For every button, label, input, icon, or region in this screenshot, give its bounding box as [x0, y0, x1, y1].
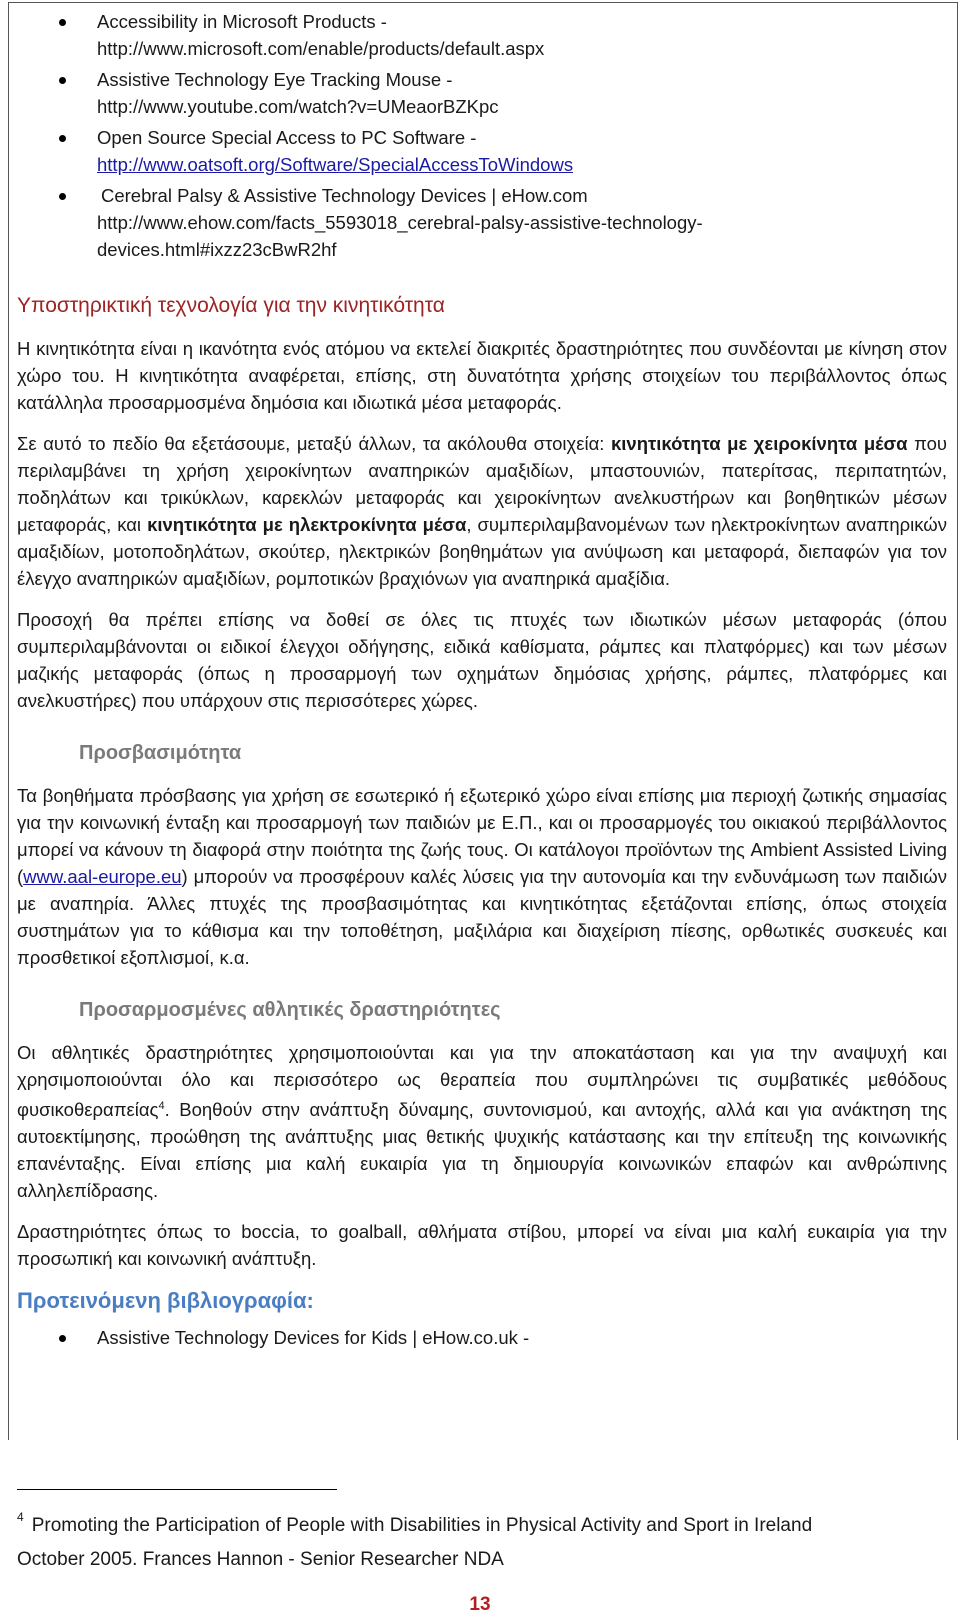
resource-link-list	[17, 8, 947, 263]
list-item: Accessibility in Microsoft Products - http://www.microsoft.com/enable/products/default.aspx	[17, 8, 947, 62]
list-item: Assistive Technology Devices for Kids | eHow.co.uk -	[17, 1324, 947, 1351]
bullet-icon	[59, 135, 66, 142]
document-body	[17, 8, 947, 1355]
bullet-icon	[59, 77, 66, 84]
bibliography-heading: Προτεινόμενη βιβλιογραφία:	[17, 1288, 314, 1314]
oatsoft-link[interactable]: http://www.oatsoft.org/Software/SpecialAccessToWindows	[97, 154, 574, 175]
footnote-ref[interactable]: 4	[158, 1100, 165, 1112]
mobility-paragraph-2: Σε αυτό το πεδίο θα εξετάσουμε, μεταξύ άλλων, τα ακόλουθα στοιχεία: κινητικότητα με χειροκίνητα μέσα που περιλαμβάνει τη χρήση χειροκίνητων αναπηρικών αμαξιδίων, μπαστουνιών, πατερίτσας, περιπατητών, ποδηλάτων και τρικύκλων, καρεκλών μεταφοράς και χειροκίνητων ανελκυστήρων και βοηθητικών μέσων μεταφοράς, και κινητικότητα με ηλεκτροκίνητα μέσα, συμπεριλαμβανομένων των ηλεκτροκίνητων αναπηρικών αμαξιδίων, μοτοποδηλάτων, σκούτερ, ηλεκτρικών βοηθημάτων για ανύψωση και μεταφορά, διεπαφών για τον έλεγχο αναπηρικών αμαξιδίων, ρομποτικών βραχιόνων για αναπηρικά αμαξίδια.	[17, 433, 947, 589]
bullet-icon	[59, 19, 66, 26]
section-heading-sports: Προσαρμοσμένες αθλητικές δραστηριότητες	[79, 999, 501, 1021]
footnote: $^4$ Promoting the Participation of People with Disabilities in Physical Activity and Sport in Ireland October 2005. Frances Hannon - Senior Researcher NDA	[17, 1510, 813, 1570]
bullet-icon	[59, 193, 66, 200]
mobility-paragraph-3: Προσοχή θα πρέπει επίσης να δοθεί σε όλες τις πτυχές των ιδιωτικών μέσων μεταφοράς (όπου συμπεριλαμβάνονται οι ειδικοί έλεγχοι οδήγησης, ειδικά καθίσματα, ράμπες και πλατφόρμες) και των μέσων μαζικής μεταφοράς (όπως η προσαρμογή των οχημάτων δημόσιας χρήσης, ράμπες, πλατφόρμες και ανελκυστήρες) που υπάρχουν στις περισσότερες χώρες.	[17, 609, 947, 711]
footnote-separator	[17, 1489, 337, 1490]
bibliography-list	[17, 1324, 947, 1351]
list-item: Open Source Special Access to PC Software - http://www.oatsoft.org/Software/SpecialAccessToWindows	[17, 124, 947, 178]
mobility-paragraph-1: Η κινητικότητα είναι η ικανότητα ενός ατόμου να εκτελεί διακριτές δραστηριότητες που συνδέονται με κίνηση στον χώρο του. Η κινητικότητα αναφέρεται, επίσης, στη δυνατότητα χρήσης στοιχείων του περιβάλλοντος όπως κατάλληλα προσαρμοσμένα δημόσια και ιδιωτικά μέσα μεταφοράς.	[17, 338, 947, 413]
sports-paragraph-1: Οι αθλητικές δραστηριότητες χρησιμοποιούνται και για την αποκατάσταση και για την αναψυχή και χρησιμοποιούνται όλο και περισσότερο ως θεραπεία που συμπληρώνει τις συμβατικές μεθόδους φυσικοθεραπείας$^4$. Βοηθούν στην ανάπτυξη δύναμης, συντονισμού, και αντοχής, αλλά και για ανάκτηση της αυτοεκτίμησης, προώθηση της ανάπτυξης μιας θετικής ψυχικής κατάστασης και την επίτευξη της κοινωνικής επανένταξης. Είναι επίσης μια καλή ευκαιρία για τη δημιουργία κοινωνικών επαφών και ανθρώπινης αλληλεπίδρασης.	[17, 1042, 947, 1202]
list-item: Assistive Technology Eye Tracking Mouse - http://www.youtube.com/watch?v=UMeaorBZKpc	[17, 66, 947, 120]
page-number: 13	[469, 1594, 491, 1615]
section-heading-mobility: Υποστηρικτική τεχνολογία για την κινητικότητα	[17, 294, 445, 317]
sports-paragraph-2: Δραστηριότητες όπως το boccia, το goalball, αθλήματα στίβου, μπορεί να είναι μια καλή ευκαιρία για την προσωπική και κοινωνική ανάπτυξη.	[17, 1221, 947, 1270]
bullet-icon	[59, 1335, 66, 1342]
aal-europe-link[interactable]: www.aal-europe.eu	[23, 866, 182, 887]
list-item: Cerebral Palsy & Assistive Technology Devices | eHow.com http://www.ehow.com/facts_5593018_cerebral-palsy-assistive-technology- devices.html#ixzz23cBwR2hf	[17, 182, 947, 263]
accessibility-paragraph: Τα βοηθήματα πρόσβασης για χρήση σε εσωτερικό ή εξωτερικό χώρο είναι επίσης μια περιοχή ζωτικής σημασίας για την κοινωνική ένταξη και προσαρμογή των παιδιών με Ε.Π., και οι προσαρμογές του οικιακού περιβάλλοντος μπορεί να κάνουν τη διαφορά στην ποιότητα της ζωής τους. Οι κατάλογοι προϊόντων της Ambient Assisted Living (www.aal-europe.eu) μπορούν να προσφέρουν καλές λύσεις για την αυτονομία και την ενδυνάμωση των παιδιών με αναπηρία. Άλλες πτυχές της προσβασιμότητας και κινητικότητας εξετάζονται επίσης, όπως στοιχεία συστημάτων για το κάθισμα και την τοποθέτηση, μαξιλάρια και διαχείριση πίεσης, ορθωτικές συσκευές και προσθετικοί εξοπλισμοί, κ.α.	[17, 785, 947, 968]
section-heading-accessibility: Προσβασιμότητα	[79, 742, 242, 764]
